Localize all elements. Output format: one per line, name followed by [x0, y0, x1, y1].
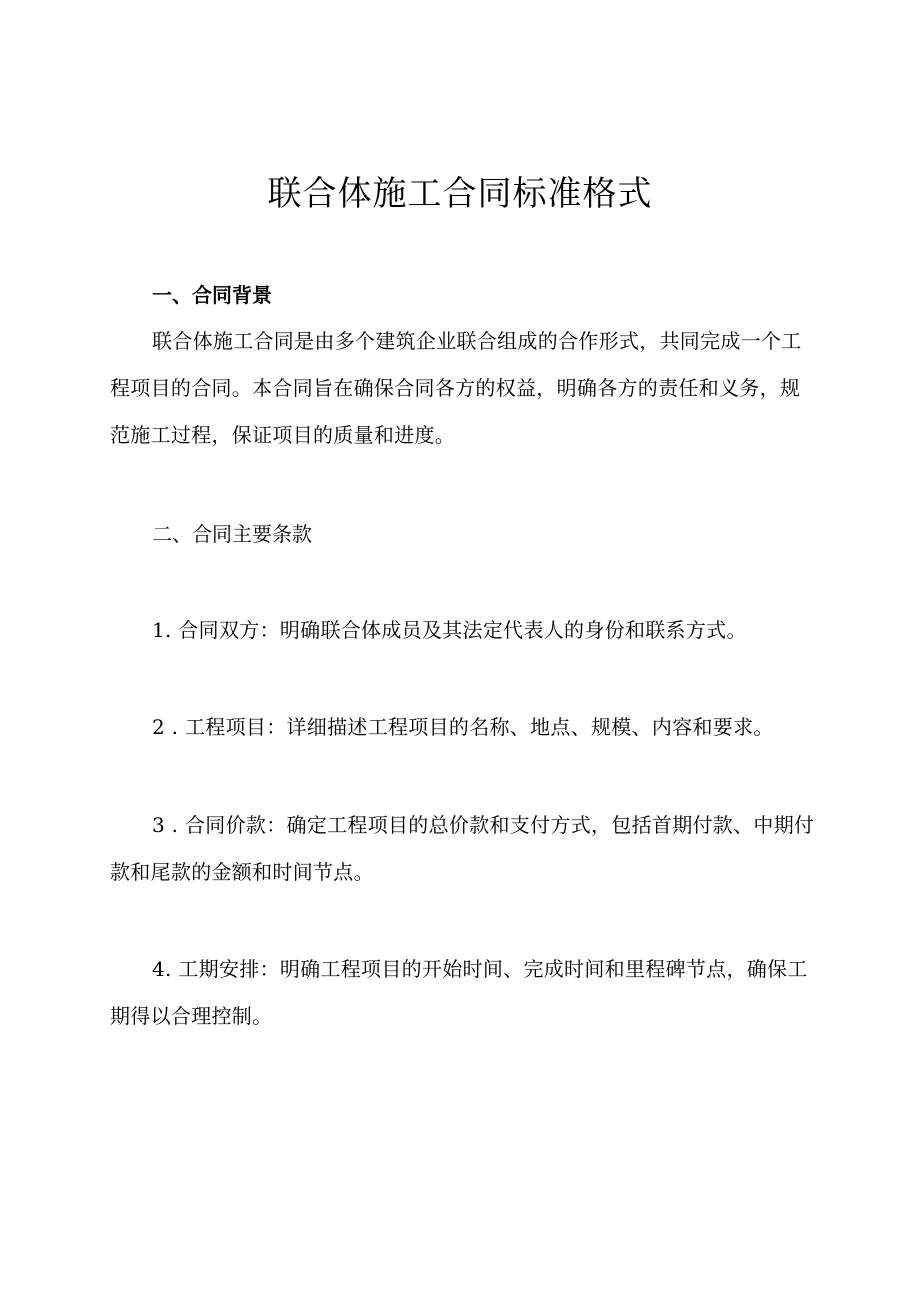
clause-item-4: 4. 工期安排：明确工程项目的开始时间、完成时间和里程碑节点，确保工期得以合理控制。: [110, 957, 808, 1028]
section-heading-background: 一、合同背景: [152, 283, 272, 307]
clause-item-3: 3 . 合同价款：确定工程项目的总价款和支付方式，包括首期付款、中期付款和尾款的金额和时间节点。: [110, 813, 815, 884]
clause-item-1: 1. 合同双方：明确联合体成员及其法定代表人的身份和联系方式。: [152, 618, 747, 642]
section-body-background: 联合体施工合同是由多个建筑企业联合组成的合作形式，共同完成一个工程项目的合同。本合同旨在确保合同各方的权益，明确各方的责任和义务，规范施工过程，保证项目的质量和进度。: [110, 329, 802, 447]
section-heading-main-terms: 二、合同主要条款: [152, 522, 312, 546]
document-title: 联合体施工合同标准格式: [267, 174, 653, 214]
clause-item-2: 2 . 工程项目：详细描述工程项目的名称、地点、规模、内容和要求。: [152, 715, 774, 739]
